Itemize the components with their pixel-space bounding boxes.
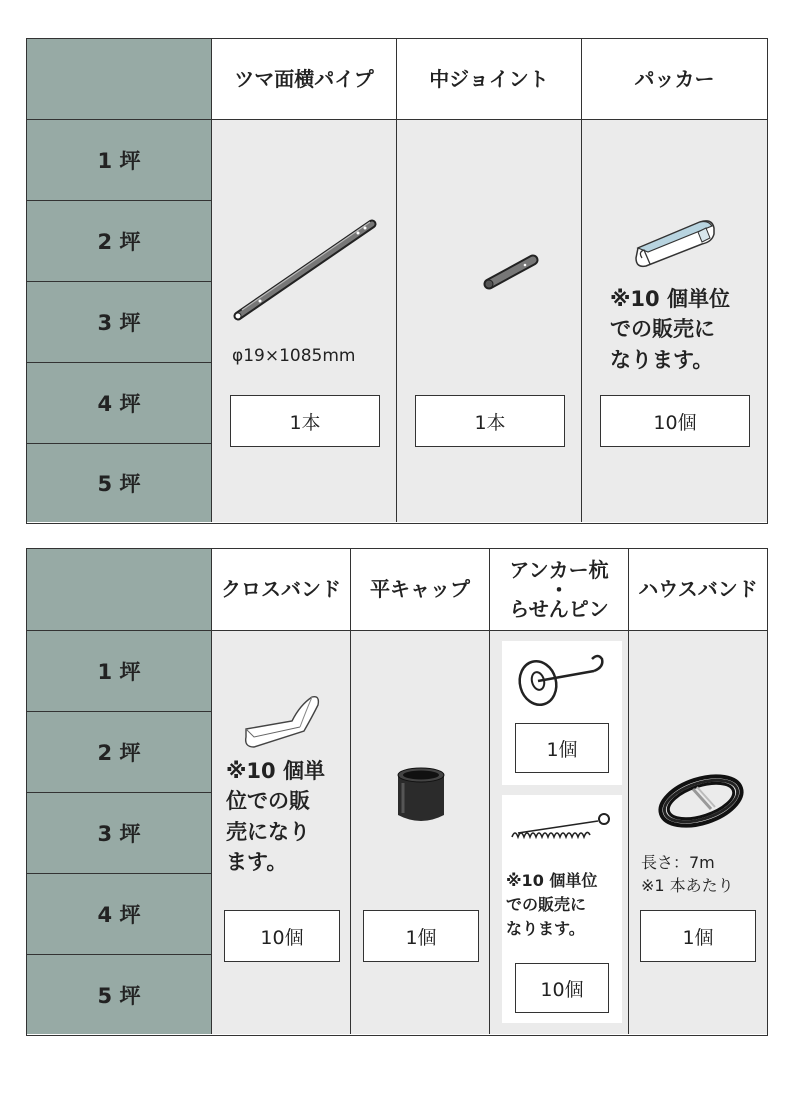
row-3tsubo: [27, 282, 212, 363]
note-line: ※10 個単位: [506, 871, 598, 890]
packer-qty-box: [600, 395, 750, 447]
anchor-column: [490, 631, 629, 1034]
crossband-qty-box: [224, 910, 340, 962]
row-3tsubo: [27, 793, 212, 874]
spiral-note: [506, 869, 624, 941]
note-line: なります。: [610, 347, 714, 372]
corner-cell: [27, 39, 212, 120]
qty-label: 1個: [405, 926, 437, 949]
packer-note: [610, 284, 760, 375]
joint-qty-box: [415, 395, 565, 447]
row-1tsubo: [27, 631, 212, 712]
row-4tsubo: [27, 874, 212, 955]
spec-line: 長さ：7m: [641, 853, 715, 872]
row-label: 4 坪: [97, 903, 141, 927]
table-top: [26, 38, 768, 524]
row-5tsubo: [27, 955, 212, 1034]
note-line: ※10 個単位: [610, 287, 730, 311]
qty-label: 1個: [546, 738, 578, 761]
row-label: 1 坪: [97, 149, 141, 173]
joint-icon: [481, 252, 541, 292]
header-gable-pipe: [212, 39, 397, 120]
header-anchor-spiral: [490, 549, 629, 631]
crossband-column: [212, 631, 351, 1034]
pipe-spec: φ19×1085mm: [232, 346, 356, 366]
row-4tsubo: [27, 363, 212, 444]
row-1tsubo: [27, 120, 212, 201]
row-label: 5 坪: [97, 472, 141, 496]
header-separator: ・: [549, 577, 569, 602]
houseband-qty-box: [640, 910, 756, 962]
note-line: 位での販: [226, 789, 310, 814]
crossband-icon: [242, 691, 324, 751]
header-label: 中ジョイント: [429, 66, 549, 91]
houseband-spec: [641, 851, 734, 897]
header-houseband: [629, 549, 767, 631]
table-bottom: [26, 548, 768, 1036]
cap-qty-box: [363, 910, 479, 962]
qty-label: 10個: [653, 411, 697, 434]
spiral-panel: [502, 795, 622, 1023]
qty-label: 10個: [260, 926, 304, 949]
row-label: 4 坪: [97, 392, 141, 416]
header-label: ツマ面横パイプ: [234, 66, 374, 91]
anchor-qty-box: [515, 723, 609, 773]
pipe-qty-box: [230, 395, 380, 447]
crossband-note: [226, 756, 346, 878]
qty-label: 1本: [289, 411, 321, 434]
header-label: ハウスバンド: [638, 577, 758, 601]
corner-cell: [27, 549, 212, 631]
row-label: 5 坪: [97, 983, 141, 1008]
packer-column: [582, 120, 767, 522]
row-label: 2 坪: [97, 741, 141, 765]
spiral-pin-icon: [510, 811, 614, 843]
spiral-qty-box: [515, 963, 609, 1013]
header-label: らせんピン: [509, 596, 609, 621]
row-2tsubo: [27, 712, 212, 793]
row-5tsubo: [27, 444, 212, 522]
packer-icon: [632, 208, 722, 270]
header-middle-joint: [397, 39, 582, 120]
header-label: クロスバンド: [221, 577, 341, 601]
note-line: ます。: [226, 850, 288, 875]
note-line: での販売に: [506, 895, 587, 914]
header-label: パッカー: [634, 66, 715, 91]
pipe-icon: [230, 218, 380, 323]
qty-label: 1個: [682, 926, 714, 949]
note-line: なります。: [506, 919, 585, 938]
header-flat-cap: [351, 549, 490, 631]
note-line: 売になり: [226, 819, 310, 844]
houseband-column: [629, 631, 767, 1034]
row-label: 2 坪: [97, 230, 141, 254]
qty-label: 1本: [474, 411, 506, 434]
cap-icon: [395, 765, 447, 825]
row-label: 3 坪: [97, 822, 141, 846]
qty-label: 10個: [540, 978, 584, 1001]
spec-line: ※1 本あたり: [641, 876, 734, 896]
note-line: での販売に: [610, 317, 715, 342]
header-label: アンカー杭: [509, 557, 609, 582]
row-label: 1 坪: [97, 660, 141, 684]
joint-column: [397, 120, 582, 522]
anchor-panel: [502, 641, 622, 785]
cap-column: [351, 631, 490, 1034]
header-crossband: [212, 549, 351, 631]
header-packer: [582, 39, 767, 120]
pipe-column: [212, 120, 397, 522]
row-label: 3 坪: [97, 311, 141, 335]
anchor-peg-icon: [514, 655, 610, 711]
row-2tsubo: [27, 201, 212, 282]
note-line: ※10 個単: [226, 759, 325, 783]
header-label: 平キャップ: [370, 577, 470, 601]
houseband-coil-icon: [653, 769, 749, 831]
